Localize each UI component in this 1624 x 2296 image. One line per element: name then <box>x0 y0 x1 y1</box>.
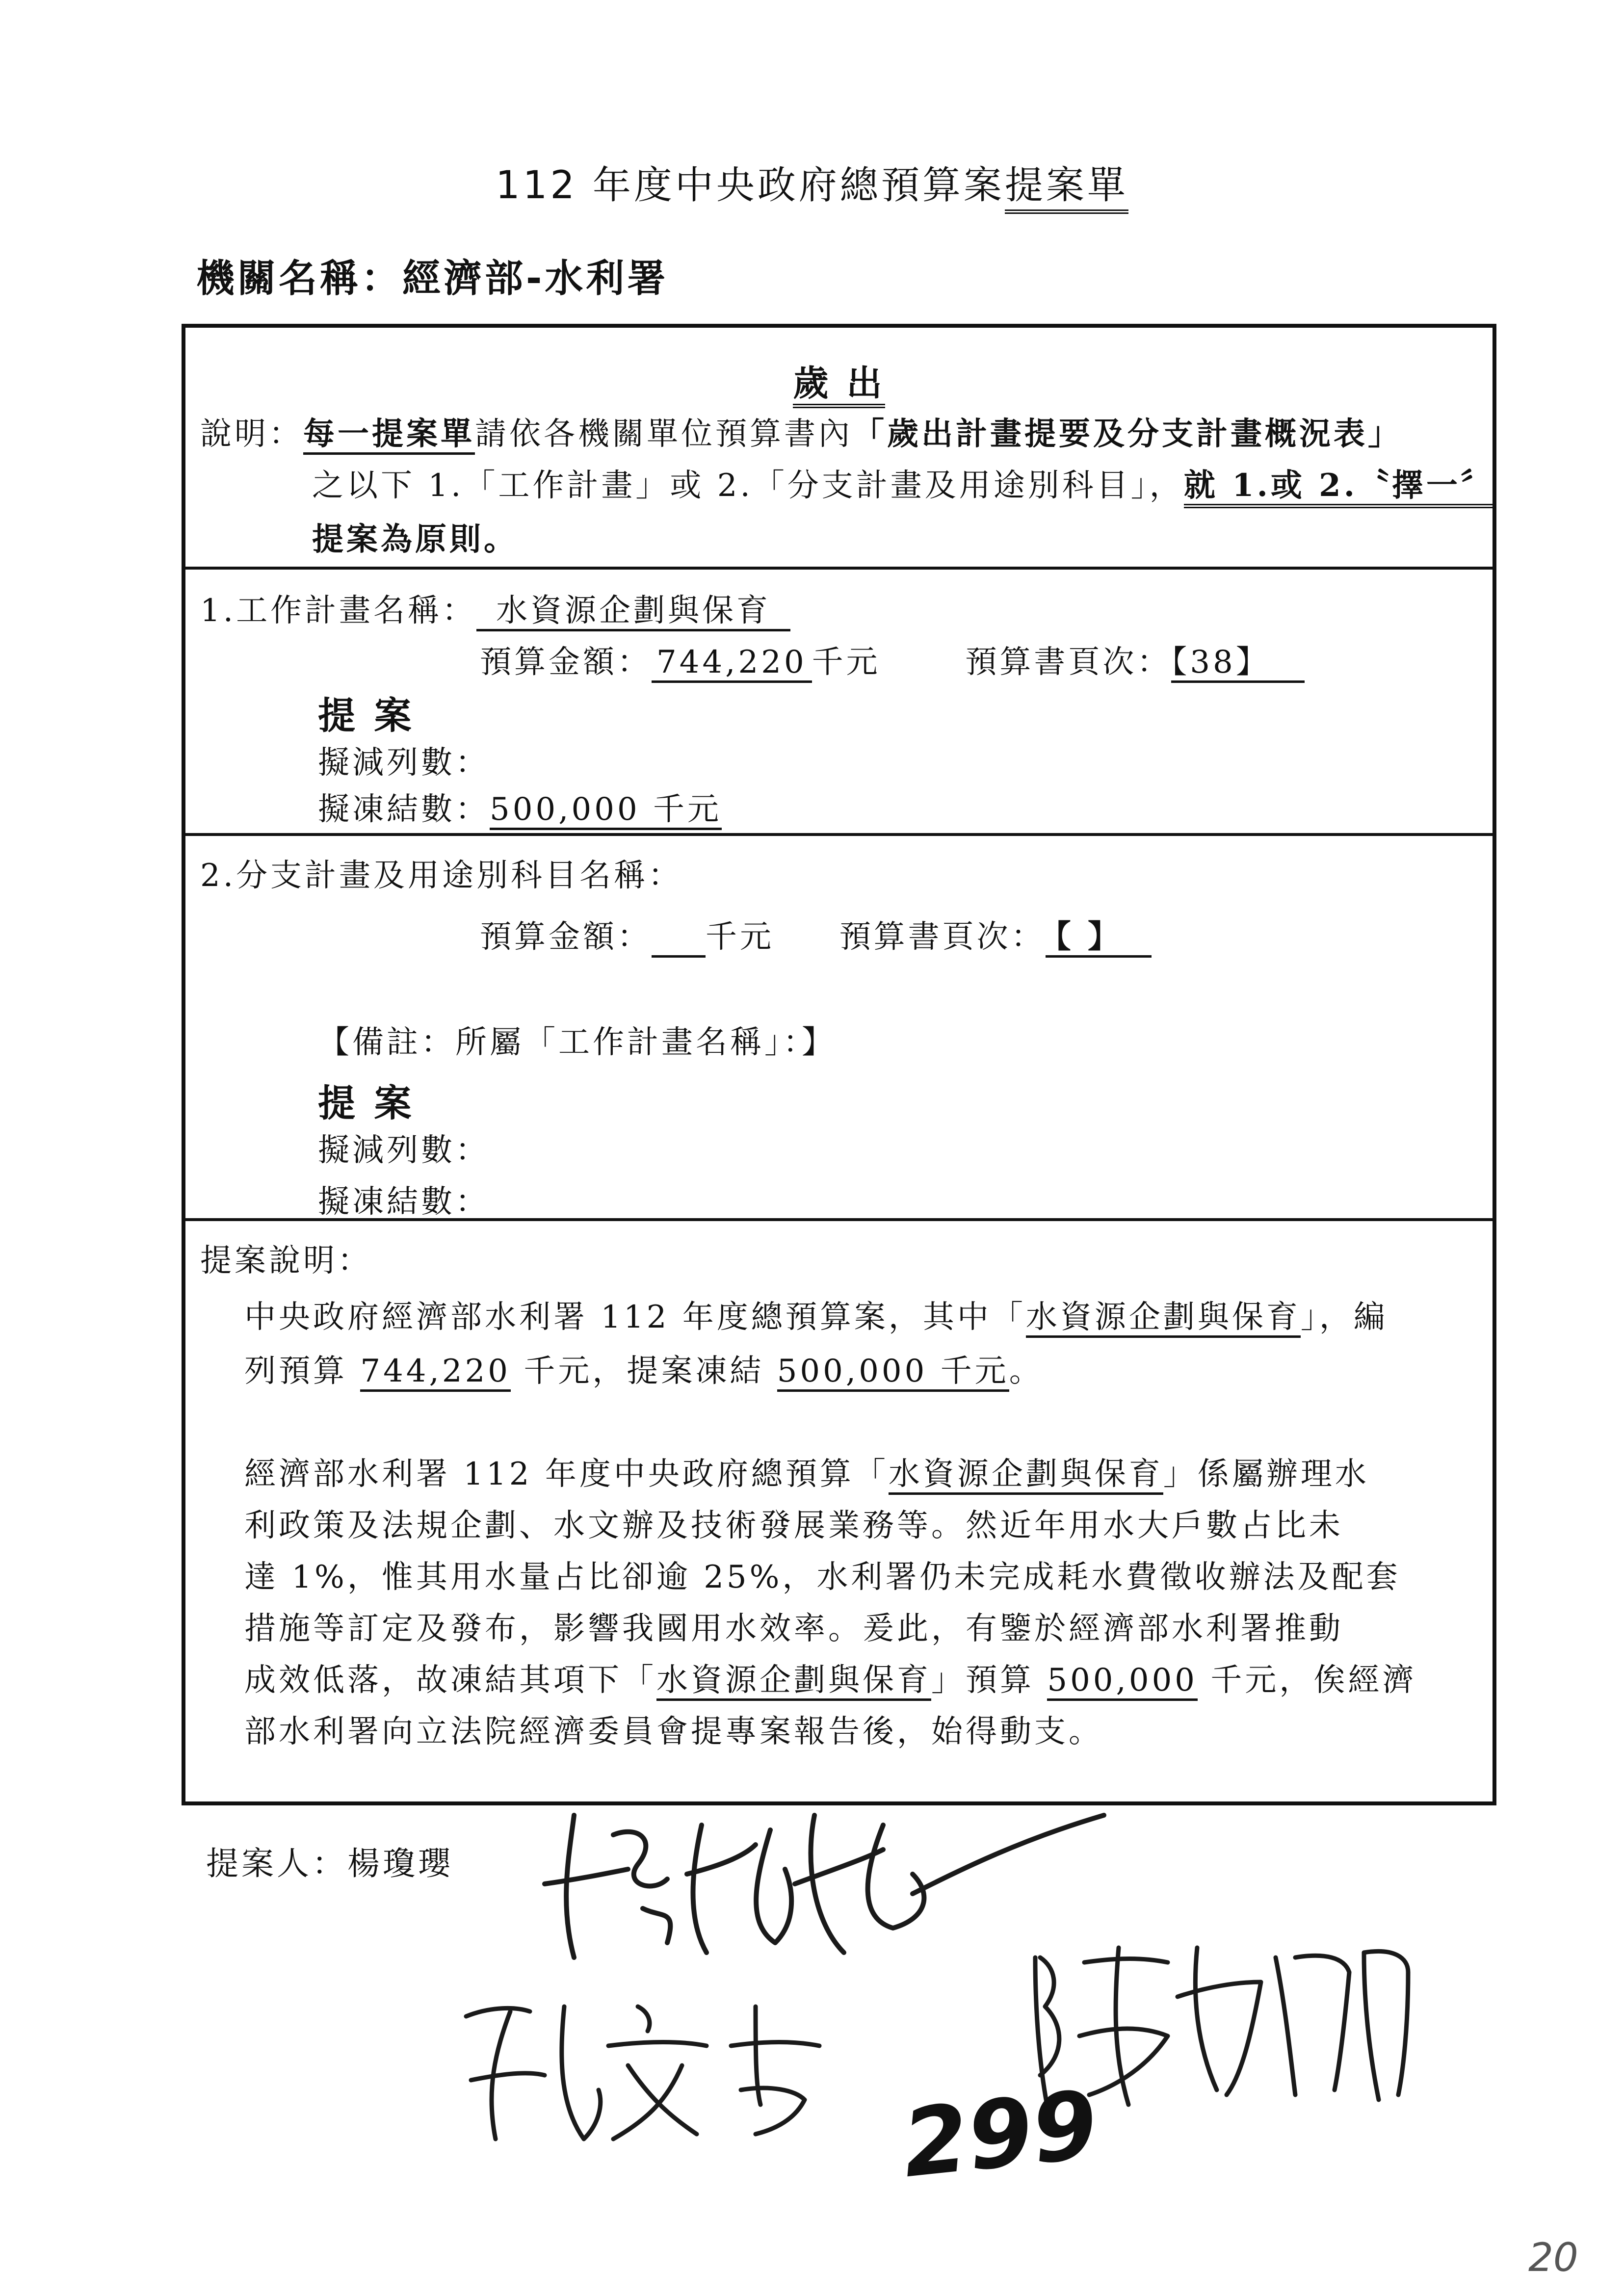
instruction-line-3: 提案為原則。 <box>312 521 518 558</box>
explanation-p1-line2: 列預算 744,220 千元，提案凍結 500,000 千元。 <box>244 1346 1044 1391</box>
item2-budget-row: 預算金額： 千元 預算書頁次： 【 】 <box>480 912 1152 958</box>
item2-cut-label: 擬減列數： <box>318 1132 490 1169</box>
agency-name: 機關名稱：經濟部-水利署 <box>196 257 669 301</box>
corner-mark: 20 <box>1528 2235 1578 2280</box>
title-underlined: 提案單 <box>1005 163 1128 214</box>
explanation-p2-line5: 成效低落，故凍結其項下「水資源企劃與保育」預算 500,000 千元，俟經濟 <box>244 1655 1416 1700</box>
explanation-p2-line6: 部水利署向立法院經濟委員會提專案報告後，始得動支。 <box>244 1714 1103 1750</box>
item1-freeze-row: 擬凍結數：500,000 千元 <box>318 784 722 829</box>
section-title: 歲 出 <box>185 355 1493 406</box>
explanation-p2-line4: 措施等訂定及發布，影響我國用水效率。爰此，有鑒於經濟部水利署推動 <box>244 1611 1343 1647</box>
item1-cut-label: 擬減列數： <box>318 745 490 781</box>
document-title <box>0 155 1624 209</box>
item2-freeze-label: 擬凍結數： <box>318 1184 490 1220</box>
handwritten-number: 299 <box>897 2070 1103 2199</box>
item1-proposal-heading: 提 案 <box>318 694 415 737</box>
explanation-label: 提案說明： <box>200 1243 372 1279</box>
handwritten-signature-2 <box>451 1977 854 2183</box>
divider <box>185 567 1493 570</box>
explanation-p2-line1: 經濟部水利署 112 年度中央政府總預算「水資源企劃與保育」係屬辦理水 <box>244 1449 1369 1494</box>
divider <box>185 1218 1493 1221</box>
item2-label: 2.分支計畫及用途別科目名稱： <box>200 858 683 894</box>
instruction-line-2: 之以下 1.「工作計畫」或 2.「分支計畫及用途別科目」，就 1.或 2.〝擇一〞 <box>312 460 1495 505</box>
title-prefix: 112 年度中央政府總預算案 <box>496 163 1005 208</box>
proposal-form <box>182 324 1496 1805</box>
instruction-line-1: 說明：每一提案單請依各機關單位預算書內「歲出計畫提要及分支計畫概況表」 <box>200 409 1402 454</box>
explanation-p2-line3: 達 1%，惟其用水量占比卻逾 25%，水利署仍未完成耗水費徵收辦法及配套 <box>244 1559 1401 1595</box>
explanation-p2-line2: 利政策及法規企劃、水文辦及技術發展業務等。然近年用水大戶數占比未 <box>244 1508 1343 1544</box>
item1-budget-row: 預算金額： 744,220 千元 預算書頁次：【38】 <box>480 637 1305 682</box>
item2-proposal-heading: 提 案 <box>318 1081 415 1125</box>
proposer: 提案人：楊瓊瓔 <box>206 1845 453 1882</box>
item1-label-row: 1.工作計畫名稱： 水資源企劃與保育 <box>200 585 790 630</box>
divider <box>185 833 1493 836</box>
item2-note: 【備註：所屬「工作計畫名稱」：】 <box>318 1024 836 1061</box>
explanation-p1-line1: 中央政府經濟部水利署 112 年度總預算案，其中「水資源企劃與保育」，編 <box>244 1292 1388 1337</box>
